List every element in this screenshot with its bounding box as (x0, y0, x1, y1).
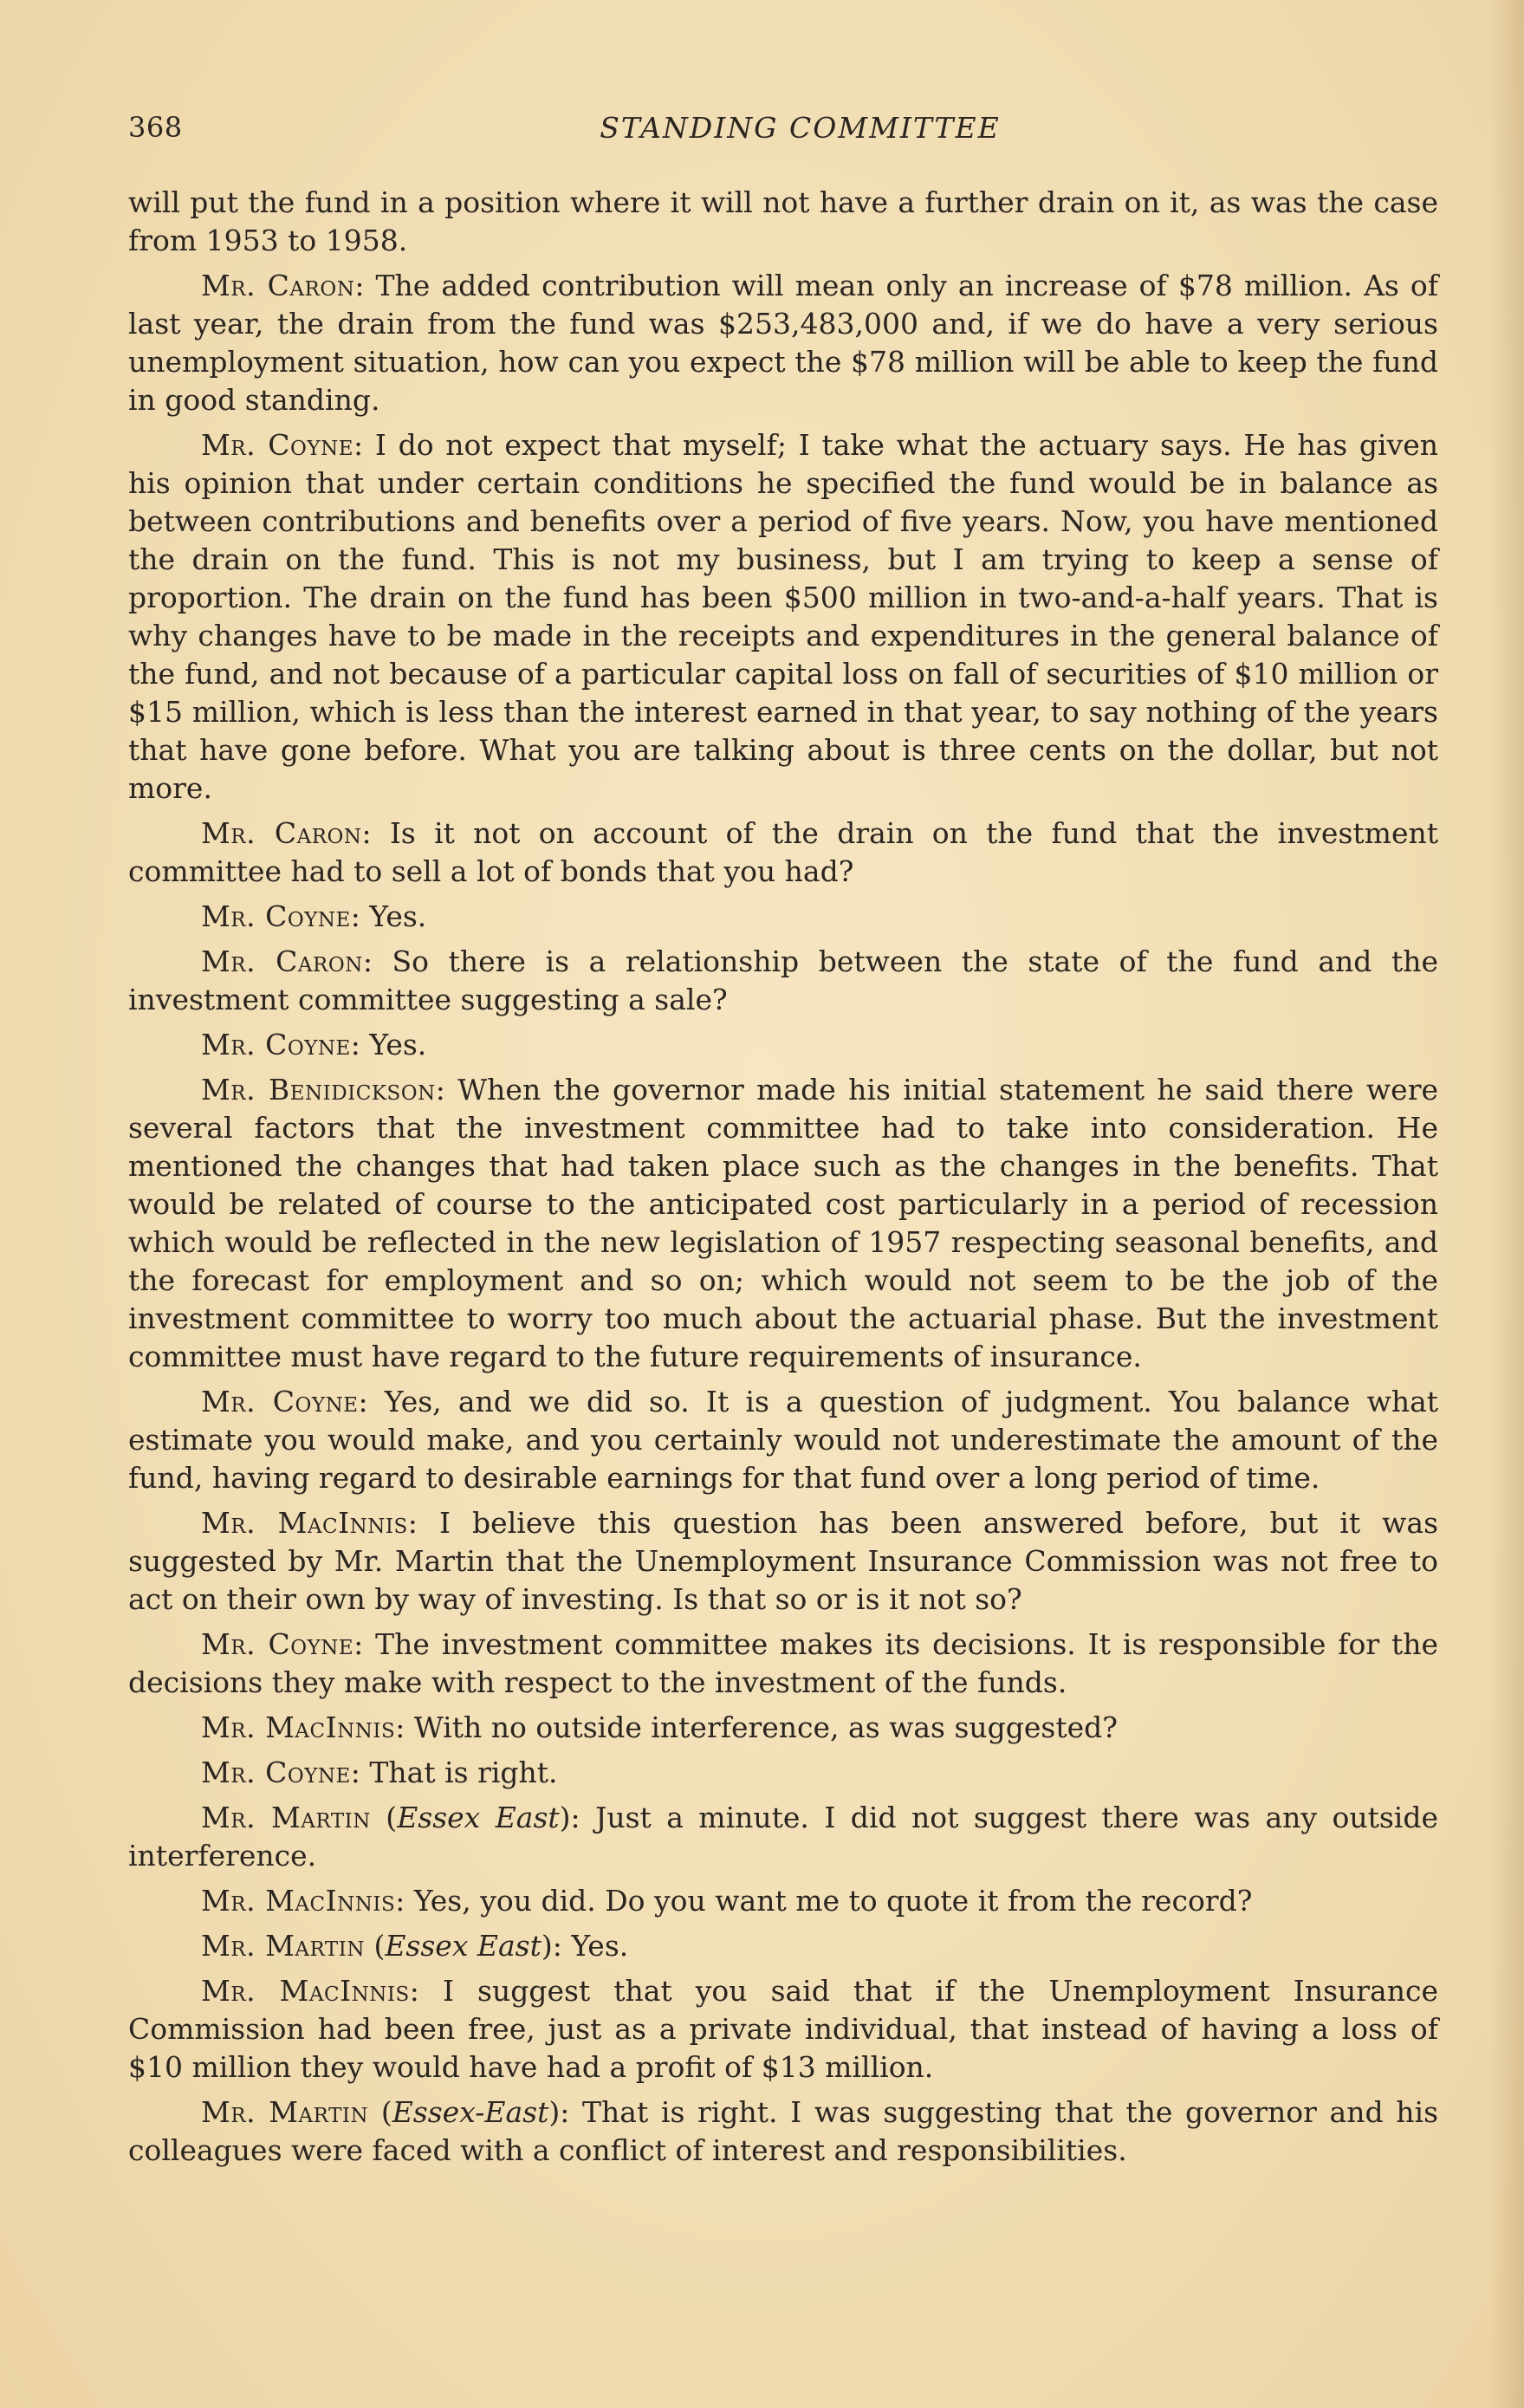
paragraph-text: That is right. I was suggesting that the governor and his colleagues were faced with a conflict of interest and responsibilities. (128, 2095, 1439, 2167)
speaker-name: Mr. Martin (201, 1929, 365, 1963)
paragraph-text: Yes. (369, 1028, 427, 1061)
speaker-paragraph: Mr. Coyne: That is right. (201, 1756, 558, 1789)
paragraph-text: Yes. (369, 899, 427, 933)
speaker-name: Mr. MacInnis (201, 1506, 408, 1540)
speaker-paragraph: Mr. Coyne: Yes, and we did so. It is a question of judgment. You balance what estimate you would make, and you certainly would not underestimate the amount of the fund, having regard to desirable earnings for that fund over a long period of time. (128, 1385, 1439, 1495)
speaker-name: Mr. Coyne (201, 1028, 351, 1061)
page-header (128, 111, 1437, 151)
paragraph-text: The investment committee makes its decisions. It is responsible for the decisions they make with respect to the investment of the funds. (128, 1627, 1439, 1699)
paragraph-text: With no outside interference, as was suggested? (413, 1710, 1118, 1744)
speaker-paragraph: Mr. MacInnis: Yes, you did. Do you want me to quote it from the record? (201, 1884, 1253, 1918)
paragraph-text: Just a minute. I did not suggest there was any outside interference. (128, 1801, 1438, 1873)
speaker-paragraph: Mr. Coyne: The investment committee makes its decisions. It is responsible for the decisions they make with respect to the investment of the funds. (128, 1627, 1439, 1699)
speaker-paragraph: Mr. Coyne: Yes. (201, 1028, 427, 1061)
speaker-name: Mr. MacInnis (201, 1710, 396, 1744)
transcript-body (128, 184, 1438, 2177)
paragraph-text: I do not expect that myself; I take what the actuary says. He has given his opinion that under certain conditions he specified the fund would be in balance as between contributions and benefits over a period of five years. Now, you have mentioned the drain on the fund. This is not my business, but I am trying to keep a sense of proportion. The drain on the fund has been $500 million in two-and-a-half years. That is why changes have to be made in the receipts and expenditures in the general balance of the fund, and not because of a particular capital loss on fall of securities of $10 million or $15 million, which is less than the interest earned in that year, to say nothing of the years that have gone before. What you are talking about is three cents on the dollar, but not more. (128, 428, 1438, 805)
speaker-name: Mr. Caron (201, 269, 355, 302)
speaker-paragraph: Mr. Coyne: Yes. (201, 899, 427, 933)
speaker-paragraph: Mr. Coyne: I do not expect that myself; I take what the actuary says. He has given his opinion that under certain conditions he specified the fund would be in balance as between contributions and benefits over a period of five years. Now, you have mentioned the drain on the fund. This is not my business, but I am trying to keep a sense of proportion. The drain on the fund has been $500 million in two-and-a-half years. That is why changes have to be made in the receipts and expenditures in the general balance of the fund, and not because of a particular capital loss on fall of securities of $10 million or $15 million, which is less than the interest earned in that year, to say nothing of the years that have gone before. What you are talking about is three cents on the dollar, but not more. (128, 428, 1438, 805)
speaker-paragraph: Mr. Caron: So there is a relationship between the state of the fund and the investment committee suggesting a sale? (128, 944, 1439, 1016)
speaker-paragraph: Mr. Martin (Essex East): Just a minute. I did not suggest there was any outside interference. (128, 1801, 1438, 1873)
speaker-affiliation: Essex East (385, 1929, 542, 1963)
paragraph-text: I believe this question has been answered before, but it was suggested by Mr. Martin that the Unemployment Insurance Commission was not free to act on their own by way of investing. Is that so or is it not so? (128, 1506, 1439, 1616)
paragraph-text: Yes, you did. Do you want me to quote it from the record? (413, 1884, 1253, 1918)
speaker-paragraph: Mr. Caron: The added contribution will mean only an increase of $78 million. As of last year, the drain from the fund was $253,483,000 and, if we do have a very serious unemployment situation, how can you expect the $78 million will be able to keep the fund in good standing. (128, 269, 1439, 417)
speaker-paragraph: Mr. MacInnis: I suggest that you said that if the Unemployment Insurance Commission had been free, just as a private individual, that instead of having a loss of $10 million they would have had a profit of $13 million. (128, 1974, 1438, 2084)
speaker-name: Mr. Coyne (201, 1627, 354, 1661)
speaker-name: Mr. Caron (201, 944, 363, 978)
paragraph-text: That is right. (369, 1756, 558, 1789)
running-title: STANDING COMMITTEE (600, 111, 1001, 145)
speaker-name: Mr. MacInnis (201, 1884, 396, 1918)
paragraph-text: When the governor made his initial statement he said there were several factors that the investment committee had to take into consideration. He mentioned the changes that had taken place such as the changes in the benefits. That would be related of course to the anticipated cost particularly in a period of recession which would be reflected in the new legislation of 1957 respecting seasonal benefits, and the forecast for employment and so on; which would not seem to be the job of the investment committee to worry too much about the actuarial phase. But the investment committee must have regard to the future requirements of insurance. (128, 1073, 1438, 1373)
speaker-paragraph: Mr. Benidickson: When the governor made his initial statement he said there were several factors that the investment committee had to take into consideration. He mentioned the changes that had taken place such as the changes in the benefits. That would be related of course to the anticipated cost particularly in a period of recession which would be reflected in the new legislation of 1957 respecting seasonal benefits, and the forecast for employment and so on; which would not seem to be the job of the investment committee to worry too much about the actuarial phase. But the investment committee must have regard to the future requirements of insurance. (128, 1073, 1438, 1373)
speaker-paragraph: Mr. Martin (Essex-East): That is right. I was suggesting that the governor and his colleagues were faced with a conflict of interest and responsibilities. (128, 2095, 1439, 2167)
speaker-name: Mr. Coyne (201, 1756, 351, 1789)
paragraph-text: will put the fund in a position where it will not have a further drain on it, as was the case from 1953 to 1958. (128, 185, 1438, 257)
speaker-paragraph: Mr. MacInnis: I believe this question has been answered before, but it was suggested by Mr. Martin that the Unemployment Insurance Commission was not free to act on their own by way of investing. Is that so or is it not so? (128, 1506, 1439, 1616)
speaker-name: Mr. Coyne (201, 899, 351, 933)
paragraph-text: I suggest that you said that if the Unemployment Insurance Commission had been free, just as a private individual, that instead of having a loss of $10 million they would have had a profit of $13 million. (128, 1974, 1438, 2084)
speaker-name: Mr. Coyne (201, 428, 353, 462)
paragraph-text: Yes, and we did so. It is a question of judgment. You balance what estimate you would make, and you certainly would not underestimate the amount of the fund, having regard to desirable earnings for that fund over a long period of time. (128, 1385, 1439, 1495)
paragraph-text: Yes. (571, 1929, 629, 1963)
speaker-name: Mr. Martin (201, 1801, 371, 1834)
speaker-name: Mr. Benidickson (201, 1073, 436, 1107)
speaker-name: Mr. MacInnis (201, 1974, 410, 2008)
paragraph-text: So there is a relationship between the state of the fund and the investment committee suggesting a sale? (128, 944, 1439, 1016)
continuation-paragraph (128, 184, 1438, 260)
speaker-paragraph: Mr. Caron: Is it not on account of the drain on the fund that the investment committee had to sell a lot of bonds that you had? (128, 816, 1438, 888)
speaker-paragraph: Mr. MacInnis: With no outside interference, as was suggested? (201, 1710, 1118, 1744)
speaker-affiliation: Essex-East (392, 2095, 549, 2129)
page-number: 368 (128, 111, 183, 144)
speaker-name: Mr. Caron (201, 816, 362, 850)
speaker-name: Mr. Martin (201, 2095, 369, 2129)
paragraph-text: The added contribution will mean only an increase of $78 million. As of last year, the drain from the fund was $253,483,000 and, if we do have a very serious unemployment situation, how can you expect the $78 million will be able to keep the fund in good standing. (128, 269, 1439, 417)
speaker-paragraph: Mr. Martin (Essex East): Yes. (201, 1929, 629, 1963)
paragraph-text: Is it not on account of the drain on the fund that the investment committee had to sell a lot of bonds that you had? (128, 816, 1438, 888)
speaker-affiliation: Essex East (397, 1801, 560, 1834)
speaker-name: Mr. Coyne (201, 1385, 359, 1418)
